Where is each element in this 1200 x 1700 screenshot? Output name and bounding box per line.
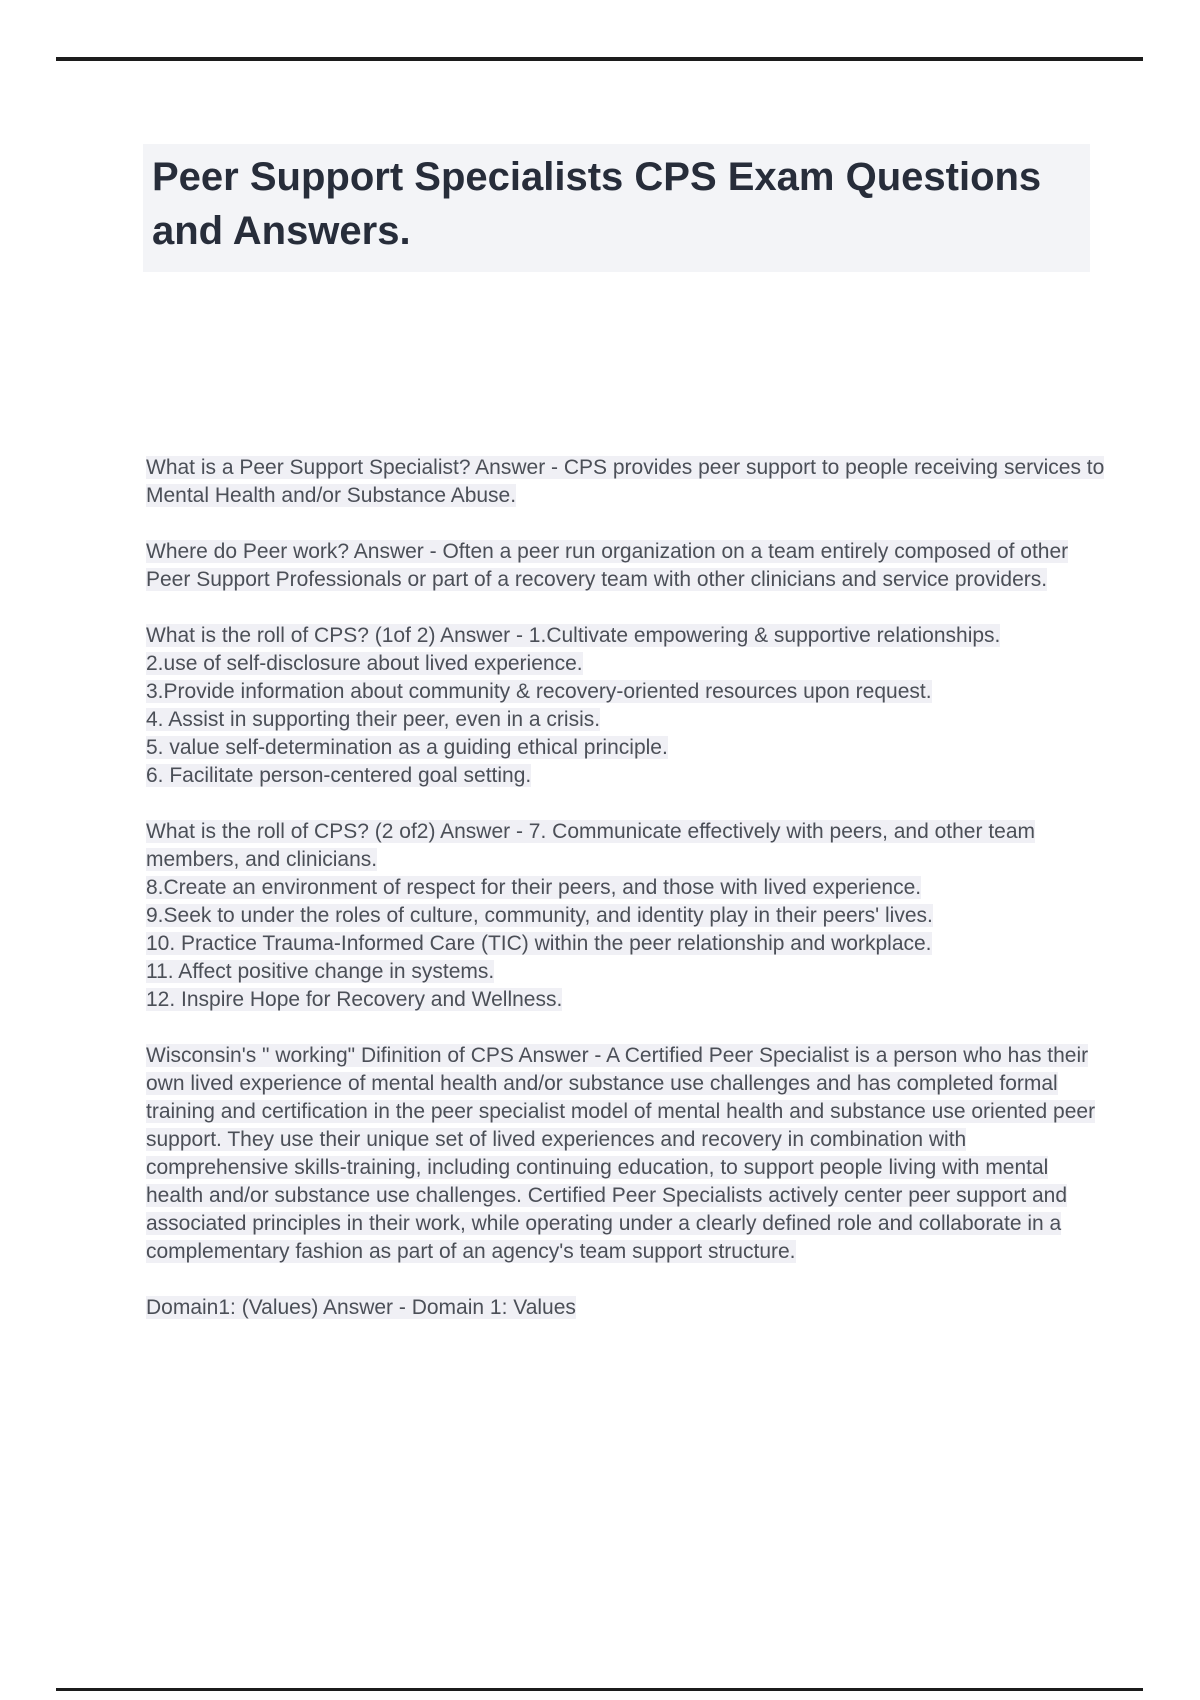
qa-paragraph xyxy=(146,818,1111,1014)
highlighted-text: Wisconsin's " working" Difinition of CPS Answer - A Certified Peer Specialist is a person who has their own lived experience of mental health and/or substance use challenges and has completed formal training and certification in the peer specialist model of mental health and substance use oriented peer support. They use their unique set of lived experiences and recovery in combination with comprehensive skills-training, including continuing education, to support people living with mental health and/or substance use challenges. Certified Peer Specialists actively center peer support and associated principles in their work, while operating under a clearly defined role and collaborate in a complementary fashion as part of an agency's team support structure. xyxy=(146,1044,1096,1263)
highlighted-text: What is a Peer Support Specialist? Answer - CPS provides peer support to people receiving services to Mental Health and/or Substance Abuse. xyxy=(146,456,1105,507)
highlighted-text: Where do Peer work? Answer - Often a peer run organization on a team entirely composed of other Peer Support Professionals or part of a recovery team with other clinicians and service providers. xyxy=(146,540,1069,591)
qa-paragraph xyxy=(146,1294,1111,1322)
highlighted-text: What is the roll of CPS? (1of 2) Answer - 1.Cultivate empowering & supportive relationships. 2.use of self-disclosure about lived experience. 3.Provide information about community & recovery-oriented resources upon request. 4. Assist in supporting their peer, even in a crisis. 5. value self-determination as a guiding ethical principle. 6. Facilitate person-centered goal setting. xyxy=(146,624,1001,787)
page-title: Peer Support Specialists CPS Exam Questions and Answers. xyxy=(143,144,1090,272)
highlighted-text: What is the roll of CPS? (2 of2) Answer - 7. Communicate effectively with peers, and other team members, and clinicians. 8.Create an environment of respect for their peers, and those with lived experience. 9.Seek to under the roles of culture, community, and identity play in their peers' lives. 10. Practice Trauma-Informed Care (TIC) within the peer relationship and workplace. 11. Affect positive change in systems. 12. Inspire Hope for Recovery and Wellness. xyxy=(146,820,1036,1011)
qa-paragraph xyxy=(146,1042,1111,1266)
document-body xyxy=(146,454,1111,1350)
highlighted-text: Domain1: (Values) Answer - Domain 1: Values xyxy=(146,1296,576,1319)
qa-paragraph xyxy=(146,454,1111,510)
bottom-rule xyxy=(56,1688,1143,1691)
qa-paragraph xyxy=(146,622,1111,790)
top-rule xyxy=(56,57,1143,61)
qa-paragraph xyxy=(146,538,1111,594)
